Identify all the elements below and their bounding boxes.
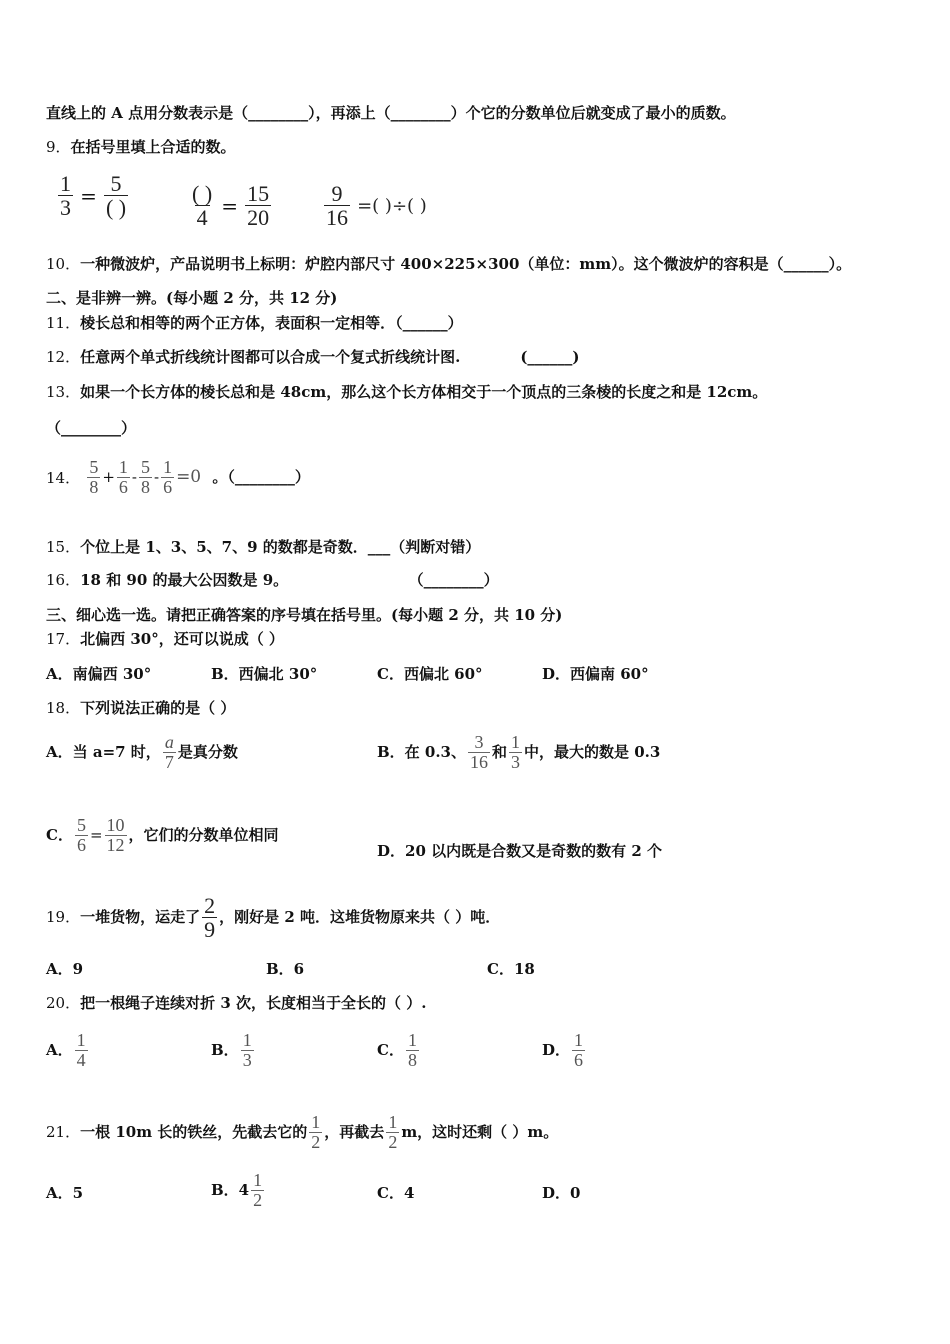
q9-equation-2: $\frac{( )}{4}$ = $\frac{15}{20}$ (192, 181, 270, 231)
section-2-title: 二、是非辨一辨。(每小题 2 分，共 12 分) (46, 289, 338, 307)
question-19: 19．一堆货物，运走了 $\frac{2}{9}$ ，刚好是 2 吨．这堆货物原来共（ ）吨． (46, 892, 501, 942)
q21-option-d[interactable]: D．0 (542, 1184, 581, 1202)
section-3-title: 三、细心选一选。请把正确答案的序号填在括号里。(每小题 2 分，共 10 分) (46, 606, 563, 624)
q17-option-d[interactable]: D．西偏南 60° (542, 665, 649, 683)
q18-option-a[interactable]: A．当 a=7 时， $\frac{a}{7}$ 是真分数 (46, 732, 238, 773)
q19-option-a[interactable]: A．9 (46, 960, 84, 978)
q9-equation-1: $\frac{1}{3}$ = $\frac{5}{( )}$ (60, 171, 127, 221)
q20-option-d[interactable]: D． $\frac{1}{6}$ (542, 1030, 584, 1071)
question-13: 13．如果一个长方体的棱长总和是 48cm，那么这个长方体相交于一个顶点的三条棱的长度之和是 12cm。 (46, 383, 768, 401)
q20-option-b[interactable]: B． $\frac{1}{3}$ (211, 1030, 252, 1071)
question-12: 12．任意两个单式折线统计图都可以合成一个复式折线统计图. (______) (46, 348, 580, 366)
fraction: $\frac{5}{6}$ (76, 815, 86, 856)
fraction: $\frac{3}{16}$ (470, 732, 488, 773)
q18-option-c[interactable]: C． $\frac{5}{6}$ = $\frac{10}{12}$ ，它们的分数单位相同 (46, 815, 279, 856)
q21-option-a[interactable]: A．5 (46, 1184, 84, 1202)
q18-option-d[interactable]: D．20 以内既是合数又是奇数的数有 2 个 (377, 842, 662, 860)
question-21: 21．一根 10m 长的铁丝，先截去它的 $\frac{1}{2}$ ，再截去 $\frac{1}{2}$ m，这时还剩（ ）m。 (46, 1112, 559, 1153)
line-a-point: 直线上的 A 点用分数表示是（________），再添上（________）个它的分数单位后就变成了最小的质数。 (46, 104, 736, 122)
q17-option-a[interactable]: A．南偏西 30° (46, 665, 152, 683)
question-15: 15．个位上是 1、3、5、7、9 的数都是奇数．___（判断对错） (46, 538, 481, 556)
fraction: $\frac{1}{6}$ (163, 457, 173, 497)
q18-option-b[interactable]: B．在 0.3、 $\frac{3}{16}$ 和 $\frac{1}{3}$ 中，最大的数是 0.3 (377, 732, 661, 773)
q9-equation-3: $\frac{9}{16}$ =( )÷( ) (326, 181, 427, 231)
question-14: 14． $\frac{5}{8}$ + $\frac{1}{6}$ - $\frac{5}{8}$ - $\frac{1}{6}$ =0 。（________） (46, 457, 310, 497)
fraction: $\frac{1}{6}$ (574, 1030, 584, 1071)
q17-option-c[interactable]: C．西偏北 60° (377, 665, 483, 683)
question-9: 9．在括号里填上合适的数。 (46, 138, 236, 156)
q19-option-b[interactable]: B．6 (266, 960, 305, 978)
fraction: $\frac{1}{3}$ (242, 1030, 252, 1071)
fraction: $\frac{5}{8}$ (89, 457, 99, 497)
question-17: 17．北偏西 30°，还可以说成（ ） (46, 630, 284, 648)
question-20: 20．把一根绳子连续对折 3 次，长度相当于全长的（ ）. (46, 994, 427, 1012)
q20-option-a[interactable]: A． $\frac{1}{4}$ (46, 1030, 86, 1071)
fraction: $\frac{1}{2}$ (388, 1112, 398, 1153)
fraction: $\frac{5}{8}$ (140, 457, 150, 497)
q17-option-b[interactable]: B．西偏北 30° (211, 665, 318, 683)
fraction: $\frac{( )}{4}$ (192, 181, 213, 231)
question-10: 10．一种微波炉，产品说明书上标明：炉腔内部尺寸 400×225×300（单位：mm）。这个微波炉的容积是（______）。 (46, 255, 852, 273)
q21-option-c[interactable]: C．4 (377, 1184, 415, 1202)
fraction: $\frac{1}{2}$ (253, 1170, 263, 1211)
fraction: $\frac{15}{20}$ (247, 181, 270, 231)
question-18: 18．下列说法正确的是（ ） (46, 699, 236, 717)
fraction: $\frac{1}{3}$ (511, 732, 521, 773)
question-11: 11．棱长总和相等的两个正方体，表面积一定相等．（______） (46, 314, 463, 332)
q20-option-c[interactable]: C． $\frac{1}{8}$ (377, 1030, 417, 1071)
question-16: 16．18 和 90 的最大公因数是 9。 （________） (46, 571, 499, 589)
fraction: $\frac{1}{3}$ (60, 171, 71, 221)
fraction: $\frac{1}{4}$ (76, 1030, 86, 1071)
fraction: $\frac{1}{6}$ (118, 457, 128, 497)
fraction: $\frac{1}{8}$ (407, 1030, 417, 1071)
fraction: $\frac{5}{( )}$ (105, 171, 127, 221)
fraction: $\frac{1}{2}$ (311, 1112, 321, 1153)
q19-option-c[interactable]: C．18 (487, 960, 535, 978)
fraction: $\frac{10}{12}$ (106, 815, 125, 856)
fraction: $\frac{9}{16}$ (326, 181, 348, 231)
question-13-blank: （________） (46, 419, 137, 437)
q21-option-b[interactable]: B．4 $\frac{1}{2}$ (211, 1170, 263, 1211)
fraction: $\frac{2}{9}$ (204, 892, 216, 942)
fraction: $\frac{a}{7}$ (164, 732, 174, 773)
